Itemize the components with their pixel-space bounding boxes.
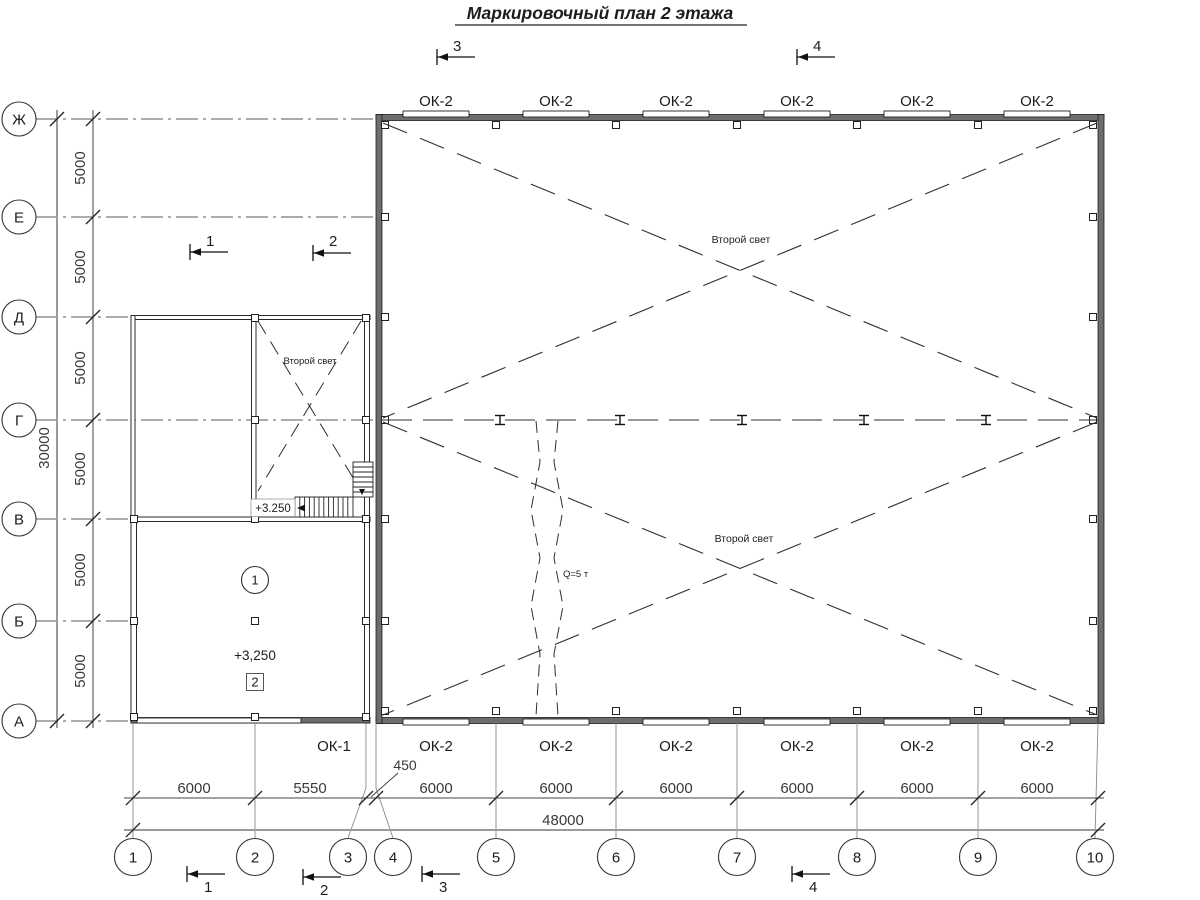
section-mark-bot-2: 2 [320, 882, 329, 899]
window-label-bottom-6: ОК-2 [1020, 738, 1054, 755]
dim-left-3: 5000 [72, 452, 89, 486]
dim-bottom-5: 6000 [780, 780, 814, 797]
dim-left-5: 5000 [72, 654, 89, 688]
row-axis-bubbles [2, 102, 36, 738]
row-axis-lines [36, 119, 376, 721]
section-mark-mid-2: 2 [329, 233, 338, 250]
dim-bottom-total: 48000 [542, 812, 584, 829]
axis-row-zh: Ж [12, 111, 26, 129]
axis-col-8: 8 [852, 849, 862, 867]
window-label-top-5: ОК-2 [900, 93, 934, 110]
axis-col-2: 2 [250, 849, 260, 867]
section-mark-bot-4: 4 [809, 879, 818, 896]
window-label-ok1: ОК-1 [317, 738, 351, 755]
axis-col-9: 9 [973, 849, 983, 867]
title-text: Маркировочный план 2 этажа [466, 3, 734, 23]
axis-col-3: 3 [343, 849, 353, 867]
crane-capacity-label: Q=5 т [563, 569, 589, 580]
window-label-bottom-4: ОК-2 [780, 738, 814, 755]
column-axis-leaders [133, 723, 1098, 838]
window-label-top-4: ОК-2 [780, 93, 814, 110]
drawing-title [455, 3, 747, 25]
axis-col-10: 10 [1086, 849, 1104, 867]
window-label-top-3: ОК-2 [659, 93, 693, 110]
window-label-bottom-1: ОК-2 [419, 738, 453, 755]
window-labels [317, 93, 1054, 755]
dim-bottom-2: 6000 [419, 780, 453, 797]
dim-note-450: 450 [393, 757, 417, 773]
room-annotations [234, 567, 276, 691]
dim-bottom-6: 6000 [900, 780, 934, 797]
dim-bottom-4: 6000 [659, 780, 693, 797]
dim-bottom-0: 6000 [177, 780, 211, 797]
section-mark-mid-1: 1 [206, 233, 215, 250]
dim-left-2: 5000 [72, 351, 89, 385]
section-mark-top-3: 3 [453, 38, 462, 55]
main-building-walls [376, 115, 1104, 724]
room-elevation-label: +3,250 [234, 648, 276, 663]
second-light-cross-main [383, 123, 1097, 715]
column-marks [131, 122, 1097, 721]
axis-row-g: Г [14, 412, 24, 430]
second-light-lower-label: Второй свет [714, 533, 774, 545]
window-label-top-1: ОК-2 [419, 93, 453, 110]
window-label-top-2: ОК-2 [539, 93, 573, 110]
dim-bottom-1: 5550 [293, 780, 327, 797]
room-number-label: 1 [251, 572, 259, 588]
crane-rail [382, 416, 1098, 425]
window-label-bottom-2: ОК-2 [539, 738, 573, 755]
axis-row-a: А [13, 713, 25, 731]
dim-left-4: 5000 [72, 553, 89, 587]
axis-col-5: 5 [491, 849, 501, 867]
section-mark-bot-3: 3 [439, 879, 448, 896]
axis-row-v: В [13, 511, 25, 529]
axis-row-e: Е [13, 209, 25, 227]
window-label-bottom-3: ОК-2 [659, 738, 693, 755]
axis-row-d: Д [13, 309, 25, 327]
axis-row-b: Б [14, 613, 24, 631]
crane-track [531, 421, 589, 716]
window-label-bottom-5: ОК-2 [900, 738, 934, 755]
dim-left-1: 5000 [72, 250, 89, 284]
dim-left-0: 5000 [72, 151, 89, 185]
left-dimension-lines [36, 110, 100, 728]
axis-col-1: 1 [128, 849, 138, 867]
column-axis-bubbles [115, 839, 1114, 876]
annex-void [258, 321, 361, 491]
dim-bottom-3: 6000 [539, 780, 573, 797]
second-light-small-label: Второй свет [283, 356, 337, 367]
stair-elevation-label: +3.250 [255, 503, 291, 515]
window-label-top-6: ОК-2 [1020, 93, 1054, 110]
section-mark-bot-1: 1 [204, 879, 213, 896]
dim-bottom-7: 6000 [1020, 780, 1054, 797]
window-symbols [137, 111, 1070, 725]
stairs [251, 462, 373, 517]
bottom-dimension-lines [124, 757, 1105, 837]
second-light-upper-label: Второй свет [711, 234, 771, 246]
room-tag-label: 2 [251, 674, 259, 690]
axis-col-6: 6 [611, 849, 621, 867]
axis-col-4: 4 [388, 849, 398, 867]
section-marks [187, 38, 835, 899]
axis-col-7: 7 [732, 849, 742, 867]
dim-left-total: 30000 [36, 427, 53, 469]
section-mark-top-4: 4 [813, 38, 822, 55]
